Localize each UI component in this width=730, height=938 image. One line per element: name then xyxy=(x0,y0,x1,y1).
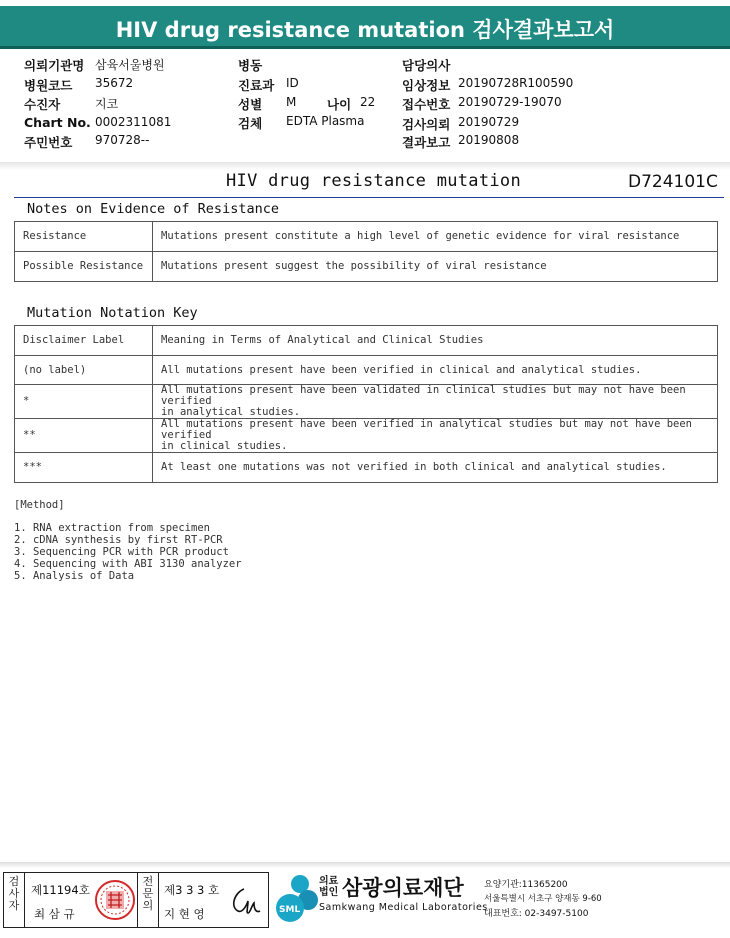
method-heading: [Method] xyxy=(14,499,65,511)
method-step: 2. cDNA synthesis by first RT-PCR xyxy=(14,534,223,546)
chart-no-value: 0002311081 xyxy=(95,115,172,129)
evidence-text-cell: Mutations present constitute a high level of genetic evidence for viral resistance xyxy=(153,222,718,252)
notation-label-cell: * xyxy=(15,385,153,419)
section-divider xyxy=(0,162,730,170)
notation-label-cell: ** xyxy=(15,419,153,453)
evidence-heading: Notes on Evidence of Resistance xyxy=(27,201,279,217)
seal-stamp xyxy=(94,879,136,921)
specimen-label: 검체 xyxy=(238,116,263,131)
receipt-no-value: 20190729-19070 xyxy=(458,95,562,109)
receipt-no-label: 접수번호 xyxy=(402,97,451,112)
chart-no-label: Chart No. xyxy=(24,115,91,130)
resident-no-label: 주민번호 xyxy=(24,135,73,150)
test-title: HIV drug resistance mutation xyxy=(226,171,521,191)
department-value: ID xyxy=(286,76,299,90)
evidence-label-cell: Possible Resistance xyxy=(15,252,153,282)
specialist-label: 전문의 xyxy=(137,873,159,927)
table-row xyxy=(15,419,718,453)
method-step: 4. Sequencing with ABI 3130 analyzer xyxy=(14,558,242,570)
footer-divider xyxy=(0,862,730,868)
org-tag: 의료 법인 xyxy=(319,876,339,898)
table-row xyxy=(15,385,718,419)
age-value: 22 xyxy=(360,95,376,109)
notation-label-cell: Disclaimer Label xyxy=(15,326,153,356)
clinical-info-label: 임상정보 xyxy=(402,78,451,93)
specialist-number: 제3 3 3 호 xyxy=(164,883,220,897)
resident-no-value: 970728-- xyxy=(95,133,150,147)
table-row xyxy=(15,453,718,483)
evidence-text-cell: Mutations present suggest the possibility of viral resistance xyxy=(153,252,718,282)
notation-label-cell: *** xyxy=(15,453,153,483)
notation-text-cell: All mutations present have been verified in analytical studies but may not have been verified in clinical studies. xyxy=(153,419,718,453)
institution-label: 의뢰기관명 xyxy=(24,58,85,73)
request-date-label: 검사의뢰 xyxy=(402,117,451,132)
org-address: 서울특별시 서초구 양재동 9-60 xyxy=(484,894,602,904)
sex-label: 성별 xyxy=(238,97,263,112)
patient-name-label: 수진자 xyxy=(24,97,61,112)
table-row xyxy=(15,252,718,282)
org-code: 요양기관:11365200 xyxy=(484,880,568,890)
org-name: 삼광의료재단 xyxy=(342,876,464,900)
hospital-code-label: 병원코드 xyxy=(24,78,73,93)
evidence-table xyxy=(14,221,718,282)
method-step: 5. Analysis of Data xyxy=(14,570,135,582)
sex-value: M xyxy=(286,95,297,109)
examiner-name: 최 삼 규 xyxy=(34,907,75,921)
evidence-label-cell: Resistance xyxy=(15,222,153,252)
examiner-label: 검사자 xyxy=(4,873,25,927)
request-date-value: 20190729 xyxy=(458,115,520,129)
org-english: Samkwang Medical Laboratories xyxy=(319,902,488,913)
ward-label: 병동 xyxy=(238,58,263,73)
report-header-title: HIV drug resistance mutation 검사결과보고서 xyxy=(115,18,615,42)
sml-logo-icon xyxy=(272,872,320,924)
method-step: 3. Sequencing PCR with PCR product xyxy=(14,546,229,558)
report-date-value: 20190808 xyxy=(458,133,520,147)
examiner-number: 제11194호 xyxy=(31,883,90,897)
notation-text-cell: At least one mutations was not verified in both clinical and analytical studies. xyxy=(153,453,718,483)
notation-table xyxy=(14,325,718,483)
test-code: D724101C xyxy=(628,172,718,192)
report-date-label: 결과보고 xyxy=(402,135,451,150)
sml-logo-text: SML xyxy=(279,905,301,915)
notation-text-cell: Meaning in Terms of Analytical and Clinical Studies xyxy=(153,326,718,356)
hospital-code-value: 35672 xyxy=(95,76,134,90)
report-header xyxy=(0,6,730,49)
table-row xyxy=(15,356,718,385)
signature-icon xyxy=(226,883,264,919)
notation-text-cell: All mutations present have been validated in clinical studies but may not have been verified in analytical studies. xyxy=(153,385,718,419)
org-phone: 대표번호: 02-3497-5100 xyxy=(484,909,589,919)
institution-value: 삼육서울병원 xyxy=(95,58,165,72)
clinical-info-value: 20190728R100590 xyxy=(458,76,574,90)
notation-heading: Mutation Notation Key xyxy=(27,305,198,321)
table-row xyxy=(15,326,718,356)
notation-text-cell: All mutations present have been verified in clinical and analytical studies. xyxy=(153,356,718,385)
physician-label: 담당의사 xyxy=(402,58,451,73)
title-underline xyxy=(14,197,724,198)
notation-label-cell: (no label) xyxy=(15,356,153,385)
specimen-value: EDTA Plasma xyxy=(286,114,365,128)
age-label: 나이 xyxy=(327,97,352,112)
signature-box xyxy=(3,872,269,928)
table-row xyxy=(15,222,718,252)
specialist-name: 지 현 영 xyxy=(164,907,205,921)
method-step: 1. RNA extraction from specimen xyxy=(14,522,210,534)
department-label: 진료과 xyxy=(238,78,275,93)
patient-name-value: 지코 xyxy=(95,97,119,111)
